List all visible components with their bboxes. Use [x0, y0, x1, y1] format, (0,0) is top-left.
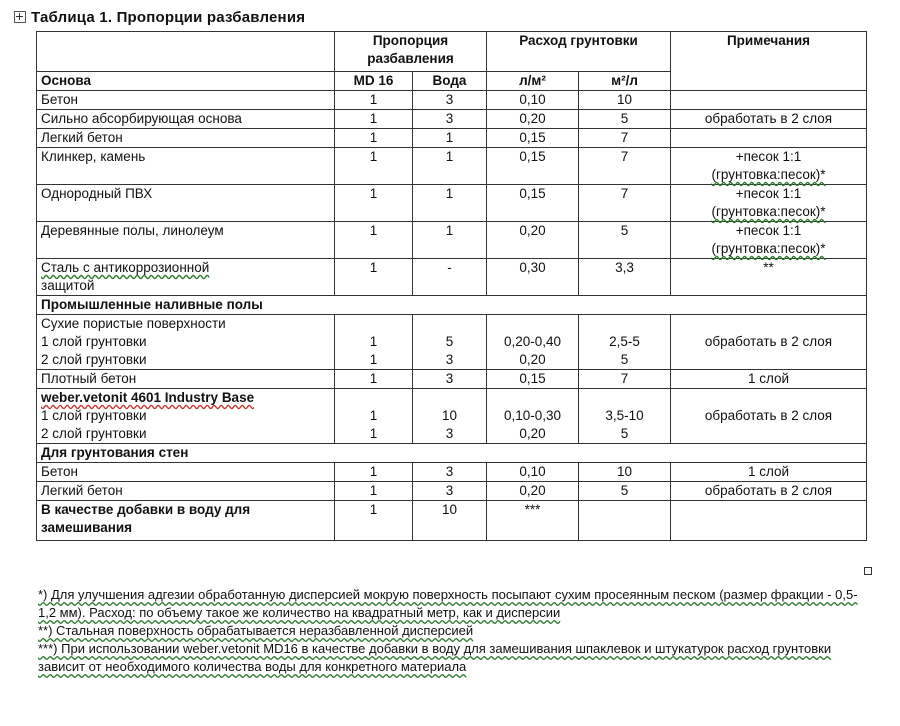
table-row: weber.vetonit 4601 Industry Base 1 слой грунтовки 2 слой грунтовки 1 1 10 3 0,10-0,30 0,20 3,5-10 5 обработать в 2 слоя [37, 389, 867, 444]
header-consumption: Расход грунтовки [487, 32, 671, 72]
table-move-handle-icon[interactable] [14, 11, 26, 23]
table-row: Бетон 1 3 0,10 10 1 слой [37, 463, 867, 482]
footnotes [38, 586, 868, 676]
footnote-2: **) Стальная поверхность обрабатывается неразбавленной дисперсией [38, 623, 474, 638]
section-header-row: Промышленные наливные полы [37, 296, 867, 315]
table-row: В качестве добавки в воду для замешивания 1 10 *** [37, 501, 867, 541]
table-row: Клинкер, камень 1 1 0,15 7 +песок 1:1 (грунтовка:песок)* [37, 148, 867, 185]
table-row: Сухие пористые поверхности 1 слой грунтовки 2 слой грунтовки 1 1 5 3 0,20-0,40 0,20 2,5-5 5 обработать в 2 слоя [37, 315, 867, 370]
footnote-1: *) Для улучшения адгезии обработанную дисперсией мокрую поверхность посыпают сухим просеянным песком (размер фракции - 0,5-1,2 мм). Расход: по объему такое же количество на квадратный метр, как и дисперсии [38, 587, 858, 620]
header-l-per-m2: л/м² [487, 72, 579, 91]
header-proportion: Пропорция разбавления [335, 32, 487, 72]
table-row: Сталь с антикоррозионной защитой 1 - 0,30 3,3 ** [37, 259, 867, 296]
header-blank [37, 32, 335, 72]
table-title: Таблица 1. Пропорции разбавления [31, 8, 306, 26]
table-row: Легкий бетон 1 1 0,15 7 [37, 129, 867, 148]
table-row: Легкий бетон 1 3 0,20 5 обработать в 2 слоя [37, 482, 867, 501]
section-header-row: Для грунтования стен [37, 444, 867, 463]
header-m2-per-l: м²/л [579, 72, 671, 91]
table-row: Бетон 1 3 0,10 10 [37, 91, 867, 110]
table-resize-handle-icon[interactable] [864, 567, 872, 575]
table-row: Деревянные полы, линолеум 1 1 0,20 5 +песок 1:1 (грунтовка:песок)* [37, 222, 867, 259]
header-md16: MD 16 [335, 72, 413, 91]
table-caption [14, 6, 305, 28]
footnote-3: ***) При использовании weber.vetonit MD16 в качестве добавки в воду для замешивания шпаклевок и штукатурок расход грунтовки зависит от необходимого количества воды для конкретного материала [38, 641, 832, 674]
header-notes: Примечания [671, 32, 867, 91]
header-water: Вода [413, 72, 487, 91]
table-row: Сильно абсорбирующая основа 1 3 0,20 5 обработать в 2 слоя [37, 110, 867, 129]
header-base: Основа [37, 72, 335, 91]
table-row: Однородный ПВХ 1 1 0,15 7 +песок 1:1 (грунтовка:песок)* [37, 185, 867, 222]
table-row: Плотный бетон 1 3 0,15 7 1 слой [37, 370, 867, 389]
dilution-table [36, 31, 867, 541]
